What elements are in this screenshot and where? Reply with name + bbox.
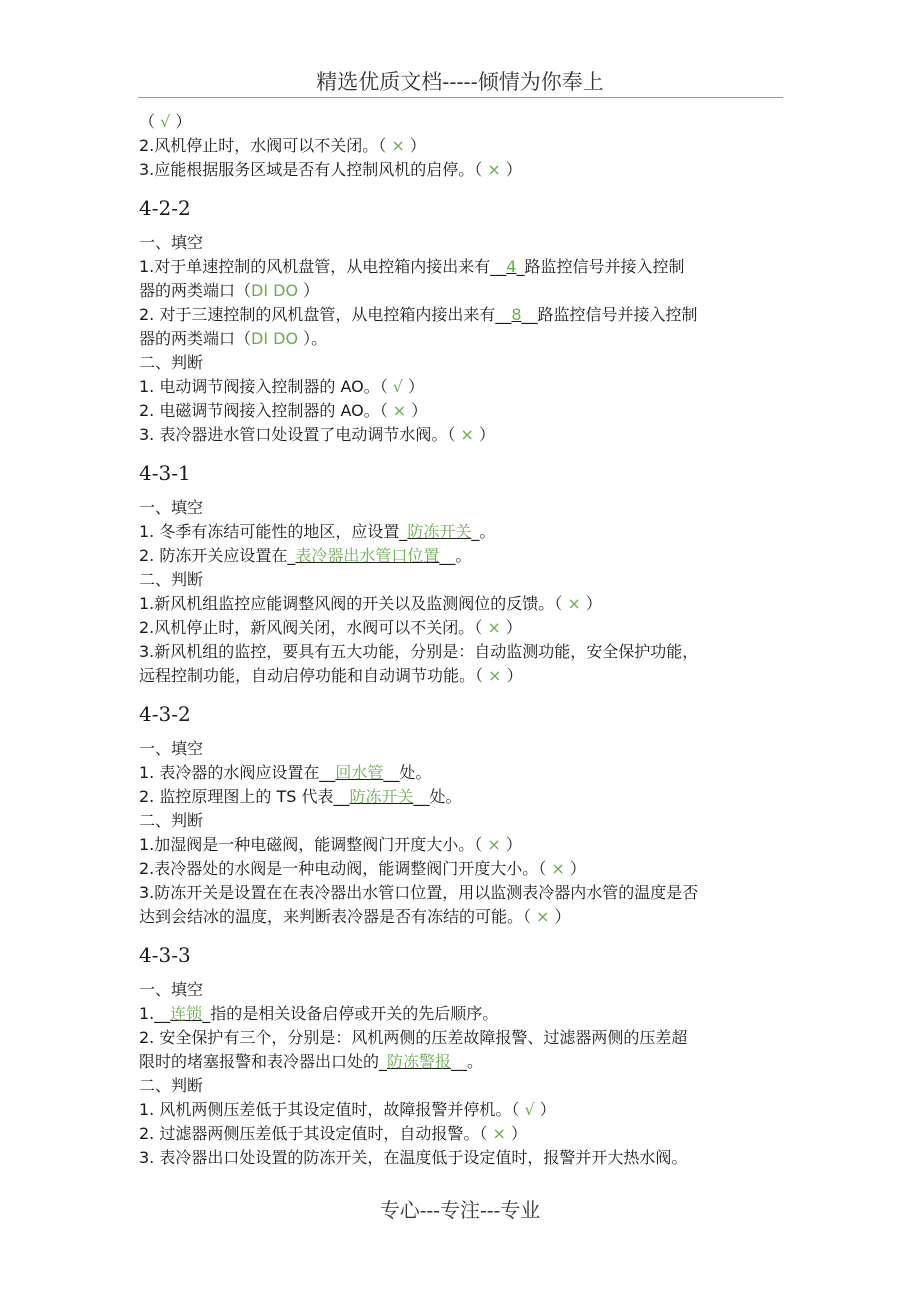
fill-heading: 一、填空 [139,498,204,517]
answer-mark: √ [392,377,403,396]
answer-mark: × [460,425,474,444]
fill-heading: 一、填空 [139,980,204,999]
judge-item: 2.风机停止时，新风阀关闭，水阀可以不关闭。（ × ） [139,618,522,637]
answer-blank: 表冷器出水管口位置 [295,546,440,565]
answer-blank: 防冻开关 [349,787,414,806]
answer-blank: 连锁 [170,1004,203,1023]
judge-item: 2. 过滤器两侧压差低于其设定值时，自动报警。（ × ） [139,1124,527,1143]
answer-mark: × [487,835,501,854]
answer-mark: √ [160,112,171,131]
answer-mark: × [391,136,405,155]
section-title: 4-3-2 [139,702,191,726]
judge-heading: 二、判断 [139,353,204,372]
judge-heading: 二、判断 [139,1076,204,1095]
fill-item: 2. 安全保护有三个，分别是：风机两侧的压差故障报警、过滤器两侧的压差超 [139,1028,688,1047]
answer-text: DI DO [251,329,299,348]
judge-item: 3. 表冷器出口处设置的防冻开关，在温度低于设定值时，报警并开大热水阀。 [139,1148,688,1167]
page-footer: 专心---专注---专业 [379,1198,541,1222]
document-body [139,110,789,1170]
answer-blank: 8 [511,305,522,324]
answer-mark: × [487,618,501,637]
answer-blank: 回水管 [335,763,384,782]
fill-item-cont: 限时的堵塞报警和表冷器出口处的_防冻警报__。 [139,1052,484,1071]
judge-item-cont: 远程控制功能，自动启停功能和自动调节功能。（ × ） [139,666,523,685]
fill-item-cont: 器的两类端口（DI DO ）。 [139,329,328,348]
judge-item: 3.应能根据服务区域是否有人控制风机的启停。（ × ） [139,160,522,179]
judge-item: 3.防冻开关是设置在在表冷器出水管口位置，用以监测表冷器内水管的温度是否 [139,883,699,902]
judge-item: 3.新风机组的监控，要具有五大功能，分别是：自动监测功能，安全保护功能， [139,642,699,661]
answer-mark: × [487,160,501,179]
fill-item: 1.__连锁_指的是相关设备启停或开关的先后顺序。 [139,1004,499,1023]
judge-heading: 二、判断 [139,811,204,830]
judge-item: 2.风机停止时，水阀可以不关闭。（ × ） [139,136,426,155]
answer-blank: 防冻警报 [387,1052,452,1071]
judge-item: 1. 风机两侧压差低于其设定值时，故障报警并停机。（ √ ） [139,1100,556,1119]
fill-item: 1. 表冷器的水阀应设置在__回水管__处。 [139,763,432,782]
answer-blank: 防冻开关 [407,522,472,541]
fill-item-cont: 器的两类端口（DI DO ） [139,281,320,300]
fill-heading: 一、填空 [139,739,204,758]
header-rule [138,97,783,98]
answer-text: DI DO [251,281,299,300]
section-title: 4-2-2 [139,196,191,220]
judge-item: 1. 电动调节阀接入控制器的 AO。（ √ ） [139,377,425,396]
answer-mark: × [551,859,565,878]
answer-mark: √ [524,1100,535,1119]
answer-mark: × [492,1124,506,1143]
judge-item: 2. 电磁调节阀接入控制器的 AO。（ × ） [139,401,428,420]
judge-item: 1.加湿阀是一种电磁阀，能调整阀门开度大小。（ × ） [139,835,522,854]
answer-mark: × [392,401,407,420]
fill-item: 2. 监控原理图上的 TS 代表__防冻开关__处。 [139,787,462,806]
judge-item: （ √ ） [139,112,192,131]
answer-mark: × [536,907,550,926]
fill-item: 1. 冬季有冻结可能性的地区，应设置_防冻开关_。 [139,522,496,541]
answer-mark: × [488,666,502,685]
section-title: 4-3-3 [139,943,191,967]
section-title: 4-3-1 [139,461,191,485]
fill-item: 2. 防冻开关应设置在_表冷器出水管口位置__。 [139,546,472,565]
judge-item: 2.表冷器处的水阀是一种电动阀，能调整阀门开度大小。（ × ） [139,859,586,878]
judge-item: 1.新风机组监控应能调整风阀的开关以及监测阀位的反馈。（ × ） [139,594,602,613]
fill-item: 2. 对于三速控制的风机盘管，从电控箱内接出来有__8__路监控信号并接入控制 [139,305,698,324]
fill-heading: 一、填空 [139,233,204,252]
answer-mark: × [567,594,581,613]
judge-item: 3. 表冷器进水管口处设置了电动调节水阀。（ × ） [139,425,495,444]
judge-heading: 二、判断 [139,570,204,589]
page-header: 精选优质文档-----倾情为你奉上 [316,70,604,94]
fill-item: 1.对于单速控制的风机盘管，从电控箱内接出来有__4_路监控信号并接入控制 [139,257,685,276]
judge-item-cont: 达到会结冰的温度，来判断表冷器是否有冻结的可能。（ × ） [139,907,571,926]
answer-blank: 4 [506,257,517,276]
